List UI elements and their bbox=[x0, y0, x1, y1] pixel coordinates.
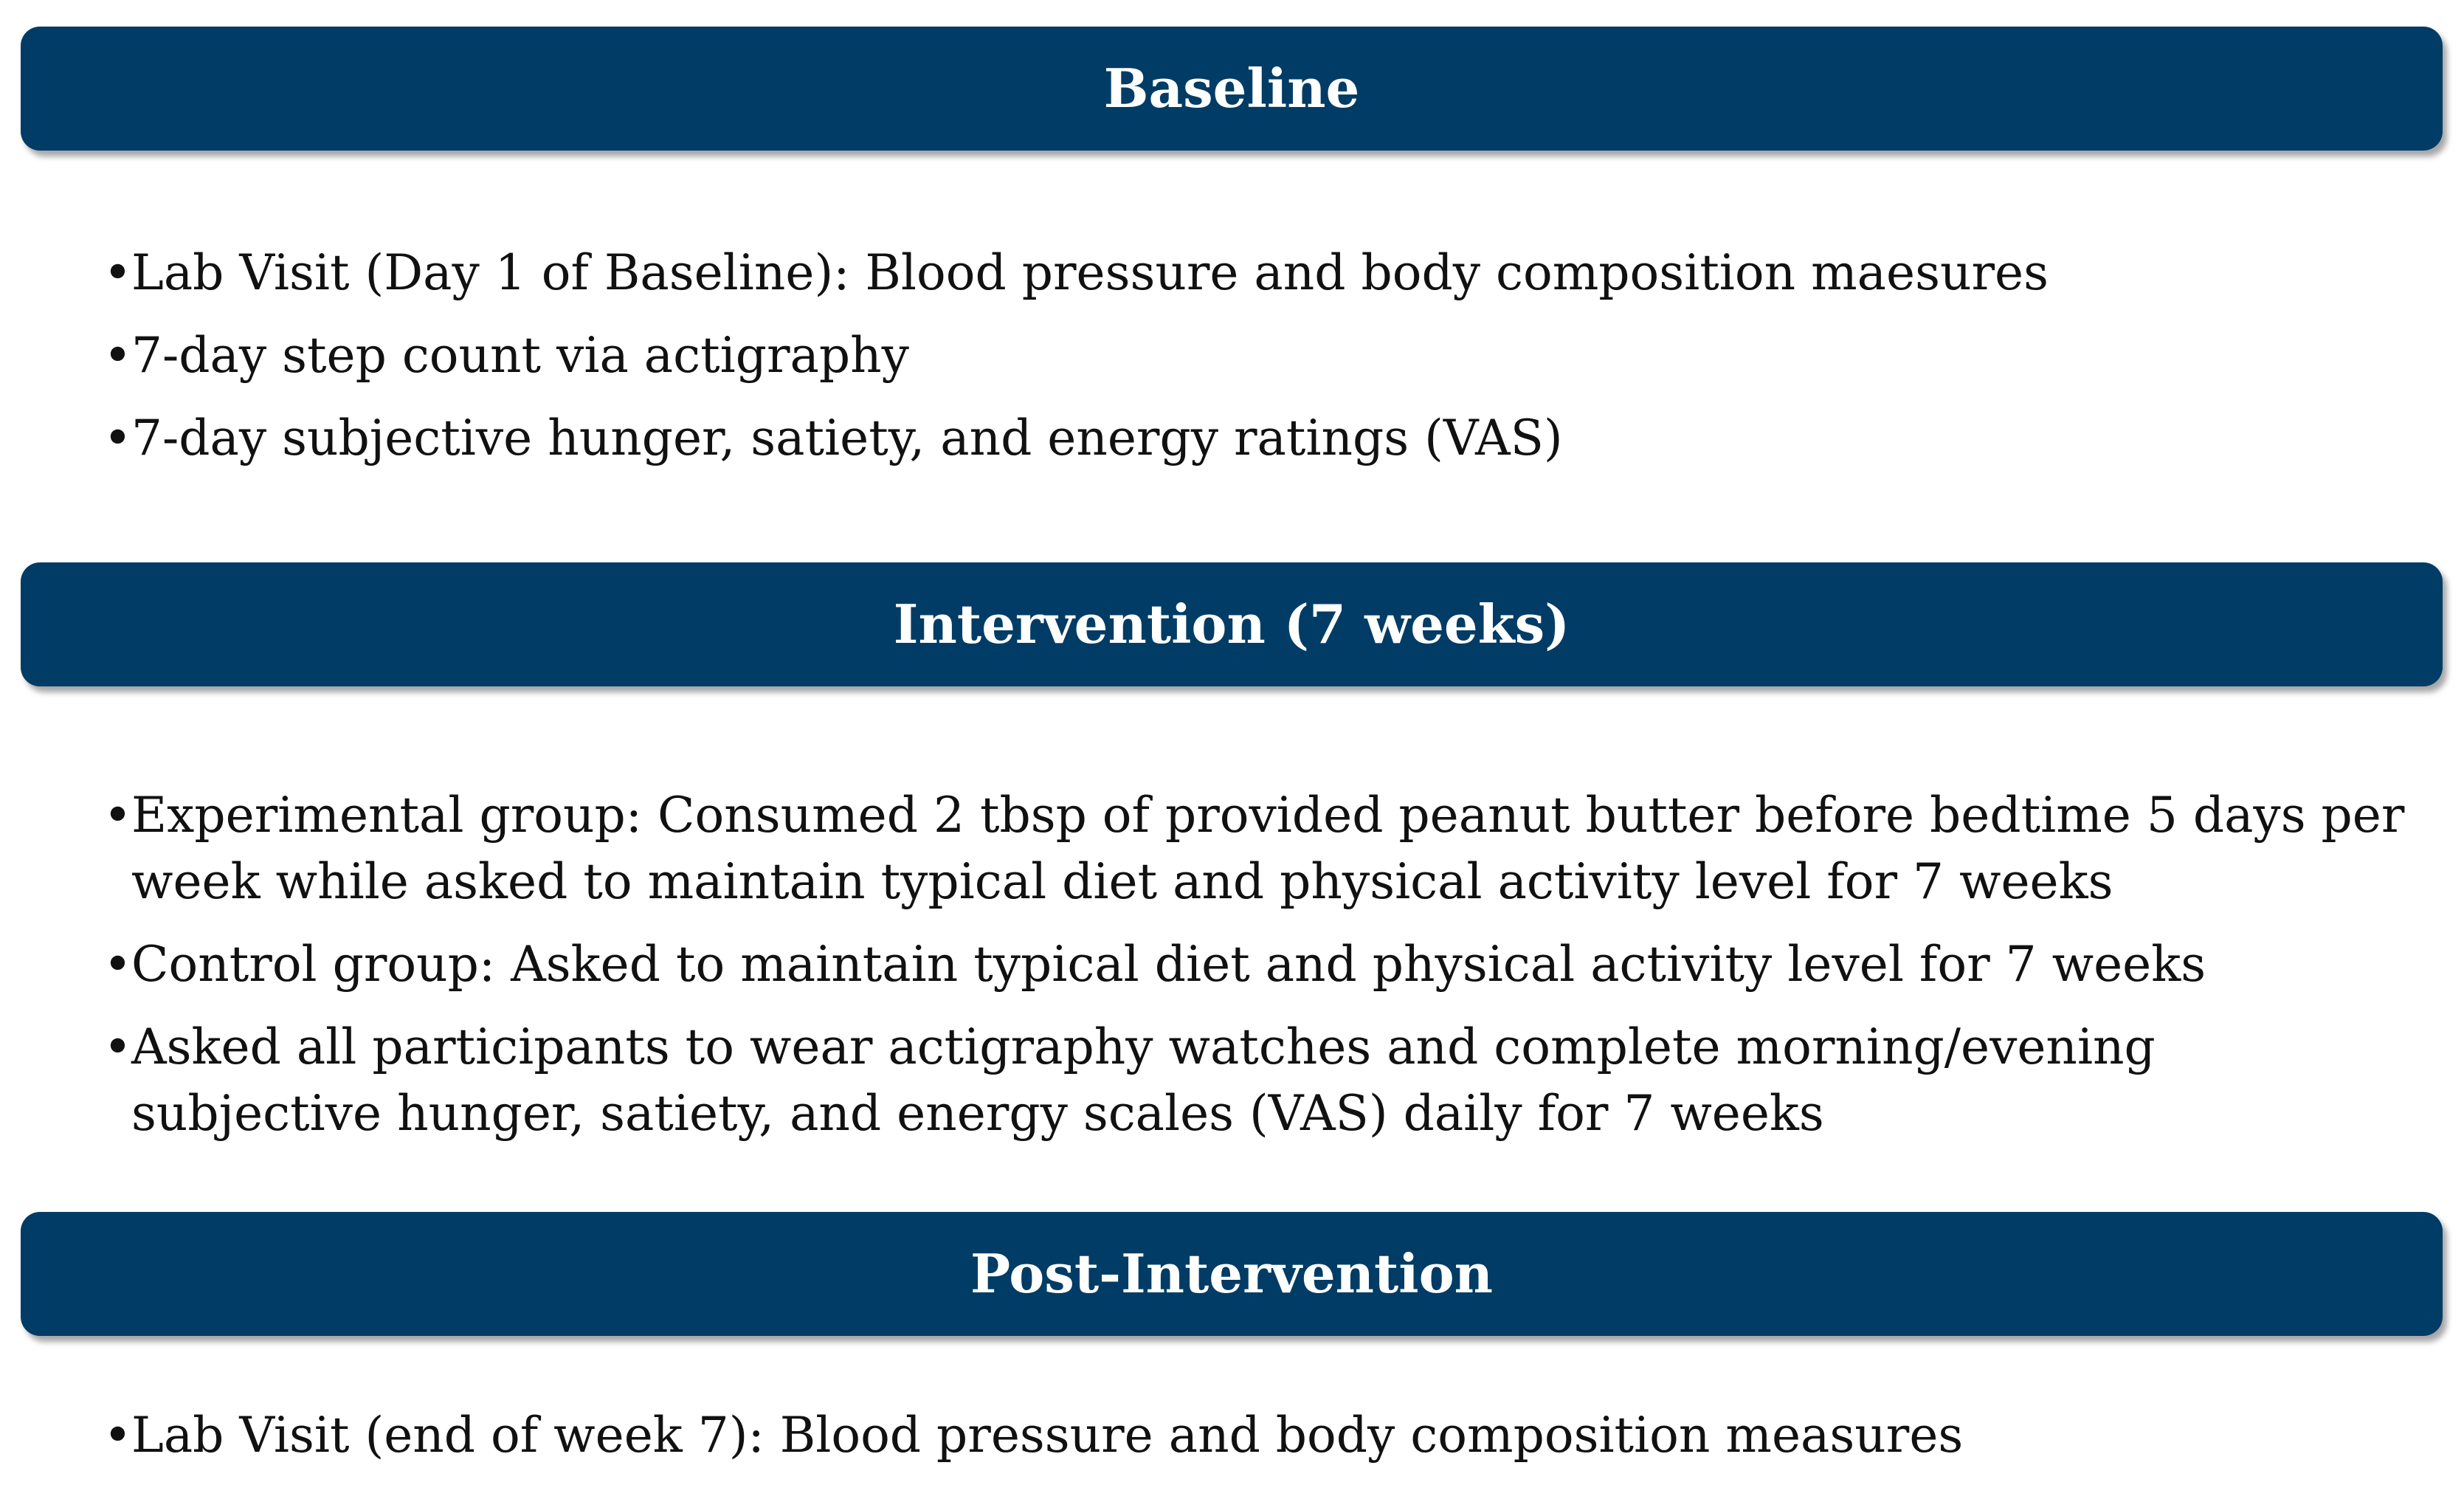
phase-list-baseline bbox=[96, 240, 2420, 488]
phase-header-intervention bbox=[21, 562, 2443, 686]
list-item-text: Control group: Asked to maintain typical diet and physical activity level for 7 weeks bbox=[131, 936, 2206, 993]
phase-title-baseline: Baseline bbox=[1103, 57, 1360, 120]
list-item bbox=[96, 782, 2420, 915]
list-item-text: Asked all participants to wear actigraphy watches and complete morning/evening subjective hunger, satiety, and energy scales (VAS) daily for 7 weeks bbox=[131, 1019, 2156, 1142]
list-item bbox=[96, 240, 2420, 306]
list-item bbox=[96, 931, 2420, 998]
bullet-icon: • bbox=[103, 1407, 132, 1464]
list-item-text: Lab Visit (end of week 7): Blood pressure and body composition measures bbox=[131, 1407, 1964, 1464]
bullet-icon: • bbox=[103, 410, 132, 466]
list-item bbox=[96, 1014, 2420, 1147]
list-item bbox=[96, 323, 2420, 389]
list-item-text: 7-day step count via actigraphy bbox=[131, 327, 909, 384]
list-item-text: Experimental group: Consumed 2 tbsp of provided peanut butter before bedtime 5 days per week while asked to maintain typical diet and physical activity level for 7 weeks bbox=[131, 787, 2405, 910]
bullet-icon: • bbox=[103, 1019, 132, 1075]
list-item bbox=[96, 405, 2420, 472]
list-item-text: Lab Visit (Day 1 of Baseline): Blood pressure and body composition maesures bbox=[131, 244, 2049, 301]
phase-list-intervention bbox=[96, 782, 2420, 1163]
bullet-icon: • bbox=[103, 787, 132, 844]
phase-list-post-intervention bbox=[96, 1402, 2420, 1485]
phase-title-post-intervention: Post-Intervention bbox=[970, 1242, 1493, 1305]
list-item bbox=[96, 1402, 2420, 1469]
list-item-text: 7-day subjective hunger, satiety, and energy ratings (VAS) bbox=[131, 410, 1563, 466]
phase-header-baseline bbox=[21, 27, 2443, 151]
bullet-icon: • bbox=[103, 936, 132, 993]
bullet-icon: • bbox=[103, 244, 132, 301]
phase-title-intervention: Intervention (7 weeks) bbox=[893, 593, 1570, 655]
phase-header-post-intervention bbox=[21, 1212, 2443, 1336]
bullet-icon: • bbox=[103, 327, 132, 384]
